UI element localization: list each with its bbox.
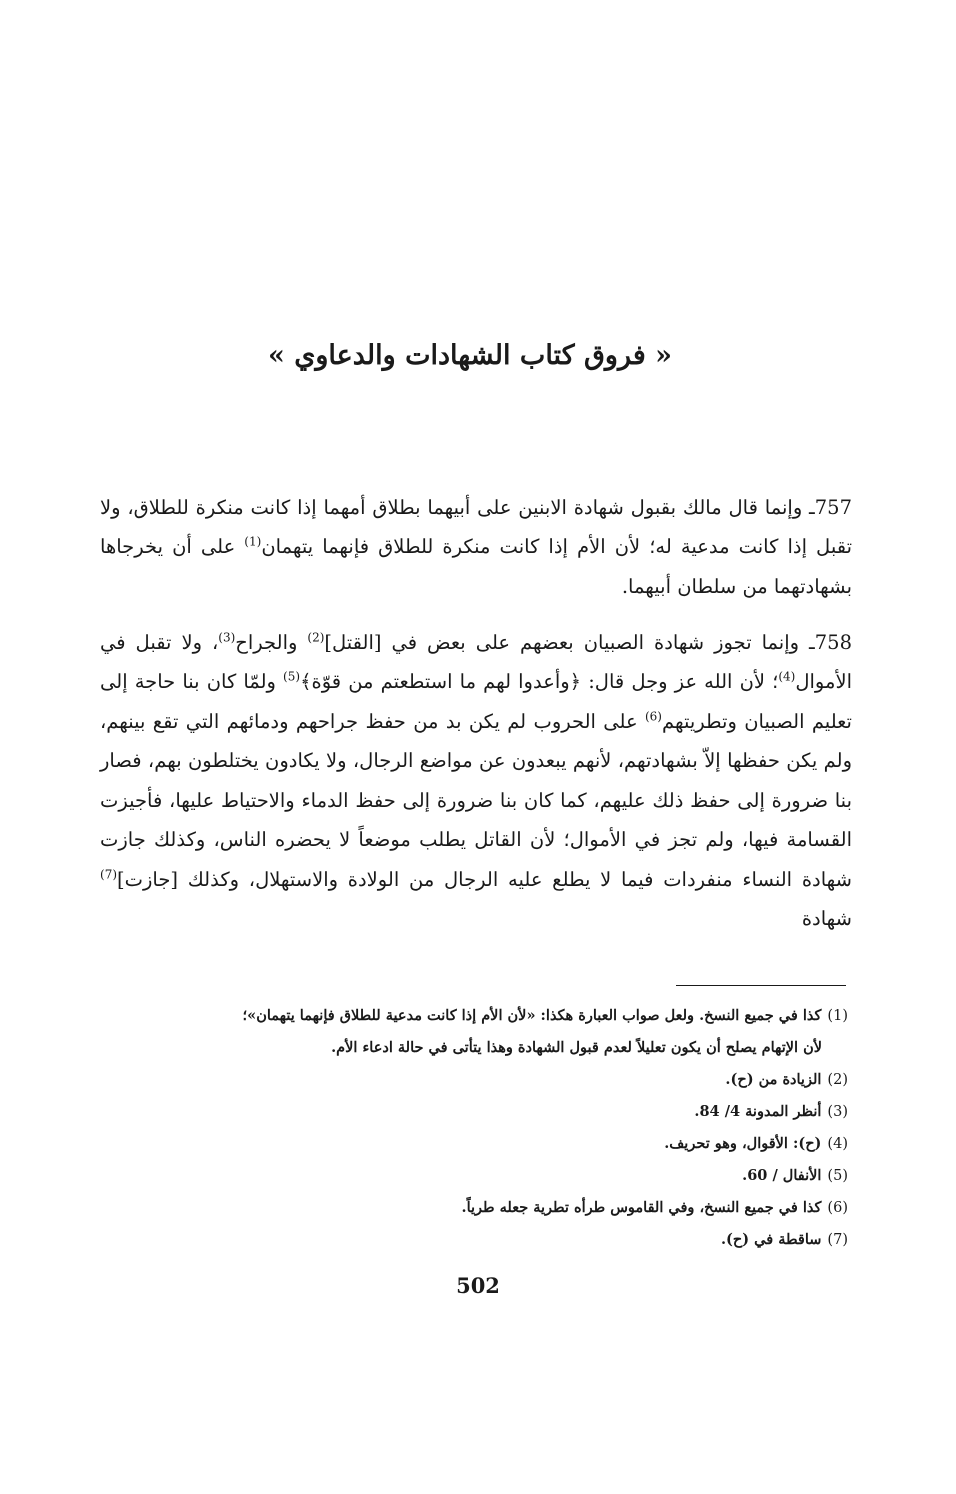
footnote-item (80, 1128, 848, 1160)
footnote-divider (676, 985, 846, 986)
entry-number: 757 (814, 495, 852, 519)
footnote-text: أنظر المدونة 4/ 84. (694, 1103, 822, 1120)
footnote-text: (ح): الأقوال، وهو تحريف. (664, 1135, 822, 1152)
footnote-item (80, 1224, 848, 1256)
footnotes (80, 1000, 848, 1256)
footnote-item (80, 1160, 848, 1192)
footnote-ref: (2) (307, 630, 325, 644)
footnote-ref: (1) (244, 534, 262, 549)
footnote-item (80, 1000, 848, 1032)
footnote-number: (4) (827, 1136, 848, 1152)
entry-758 (100, 623, 852, 939)
footnote-item (80, 1192, 848, 1224)
footnote-ref: (4) (778, 669, 796, 684)
entry-text: ـ وإنما تجوز شهادة الصبيان بعضهم على بعض في [القتل] (324, 630, 815, 654)
entry-text: ـ وإنما قال مالك بقبول شهادة الابنين على أبيهما بطلاق أمهما إذا كانت منكرة للطلاق، ولا تقبل إذا كانت مدعية له؛ لأن الأم إذا كانت منكرة للطلاق فإنهما يتهمان (100, 495, 853, 558)
footnote-number: (6) (827, 1200, 848, 1216)
footnote-number: (7) (827, 1232, 848, 1248)
footnote-text: كذا في جميع النسخ، وفي القاموس طرأه تطرية جعله طرياً. (461, 1199, 822, 1216)
footnote-item (80, 1096, 848, 1128)
footnote-number: (2) (827, 1072, 848, 1088)
footnote-ref: (6) (644, 709, 662, 723)
footnote-ref: (5) (283, 669, 301, 684)
entry-text: والجراح (235, 630, 308, 654)
footnote-ref: (7) (100, 867, 118, 881)
footnote-item (80, 1064, 848, 1096)
entry-text: على أن يخرجاها بشهادتهما من سلطان أبيهما. (100, 535, 852, 598)
entry-text: ولمّا كان بنا حاجة إلى تعليم الصبيان وتطريتهم (100, 670, 852, 733)
footnote-text: ساقطة في (ح). (721, 1231, 822, 1248)
chapter-title: « فروق كتاب الشهادات والدعاوي » (267, 340, 673, 372)
footnote-text: الأنفال / 60. (742, 1167, 822, 1184)
footnote-number: (5) (827, 1168, 848, 1184)
footnote-continuation: لأن الإتهام يصلح أن يكون تعليلاً لعدم قبول الشهادة وهذا يتأتى في حالة ادعاء الأم. (331, 1039, 822, 1056)
footnote-ref: (3) (218, 630, 236, 644)
footnote-number: (1) (827, 1008, 848, 1024)
footnote-text: كذا في جميع النسخ. ولعل صواب العبارة هكذا: «لأن الأم إذا كانت مدعية للطلاق فإنهما يتهمان»؛ (242, 1007, 822, 1024)
entry-text: ، ولا تقبل في الأموال (100, 630, 852, 693)
footnote-text: الزيادة من (ح). (725, 1071, 822, 1088)
entry-text: ؛ لأن الله عز وجل قال: ﴿وأعدوا لهم ما استطعتم من قوّة﴾ (300, 670, 779, 693)
entry-number: 758 (814, 630, 852, 654)
page-number: 502 (456, 1273, 500, 1298)
entry-757 (100, 488, 852, 607)
entry-text: شهادة (801, 907, 852, 930)
entry-text: على الحروب لم يكن بد من حفظ جراحهم ودمائهم التي تقع بينهم، ولم يكن حفظها إلاّ بشهادتهم، لأنهم يبعدون عن مواضع الرجال، ولا يكادون يختلطون بهم، فصار بنا ضرورة إلى حفظ ذلك عليهم، كما كان بنا ضرورة إلى حفظ الدماء والاحتياط عليها، فأجيزت القسامة فيها، ولم تجز في الأموال؛ لأن القاتل يطلب موضعاً لا يحضره الناس، وكذلك جازت شهادة النساء منفردات فيما لا يطلع عليه الرجال من الولادة والاستهلال، وكذلك [جازت] (100, 709, 852, 891)
footnote-number: (3) (827, 1104, 848, 1120)
